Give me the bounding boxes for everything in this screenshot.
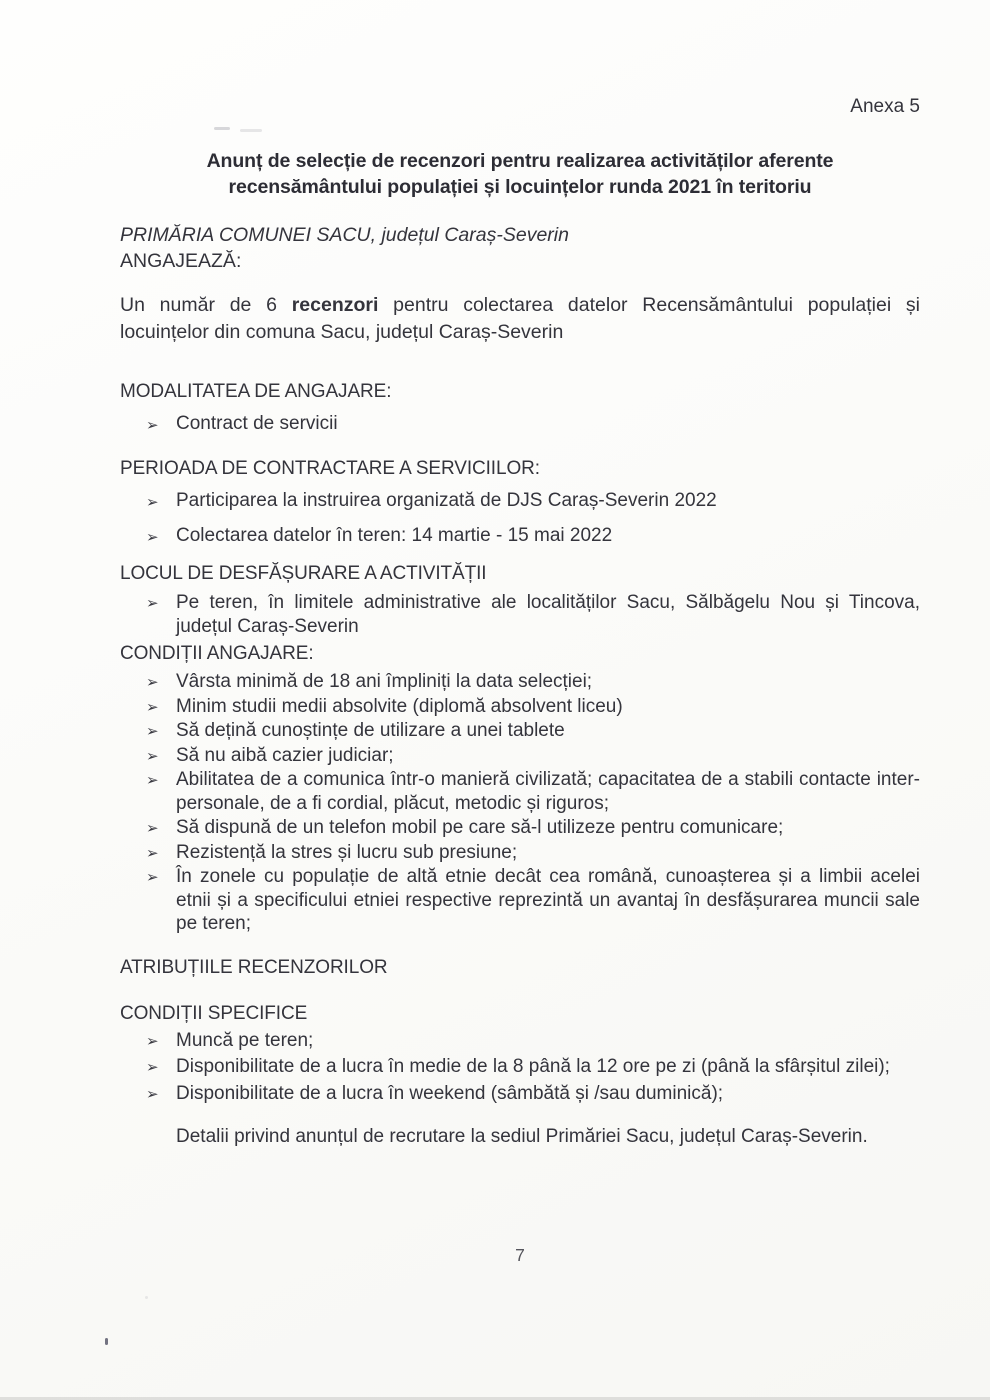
arrow-bullet-icon: ➢ [146,819,159,837]
bullet-text: Abilitatea de a comunica într-o manieră civilizată; capacitatea de a stabili contacte inter-personale, de a fi cordial, plăcut, metodic și riguros; [176,769,920,814]
document-content [120,0,920,1266]
section-atributiile [120,956,920,980]
bullet-text: Colectarea datelor în teren: 14 martie - 15 mai 2022 [176,525,613,546]
arrow-bullet-icon: ➢ [146,493,159,511]
intro-bold: recenzori [291,294,379,316]
arrow-bullet-icon: ➢ [146,843,159,862]
scan-speck [145,1296,148,1299]
bullet-item [120,524,920,548]
section-heading: LOCUL DE DESFĂȘURARE A ACTIVITĂȚII [120,563,487,584]
section-conditii-angajare [120,642,920,936]
bullet-item [120,1029,920,1053]
arrow-bullet-icon: ➢ [146,697,159,716]
annex-label: Anexa 5 [850,96,920,117]
bullet-item [120,744,920,768]
section-heading: ATRIBUȚIILE RECENZORILOR [120,956,388,978]
section-heading: CONDIȚII SPECIFICE [120,1002,308,1024]
arrow-bullet-icon: ➢ [146,673,159,691]
bullet-text: Să dețină cunoștințe de utilizare a unei tablete [176,720,565,741]
bullet-item [120,768,920,815]
bullet-text: Contract de servicii [176,413,338,434]
arrow-bullet-icon: ➢ [146,416,159,434]
bullet-item [120,695,920,719]
bullet-item [120,412,920,436]
bullet-item [120,1055,920,1079]
arrow-bullet-icon: ➢ [146,1058,159,1076]
bullet-text: Minim studii medii absolvite (diplomă absolvent liceu) [176,695,623,717]
employer-action: ANGAJEAZĂ: [120,250,242,272]
bullet-item [120,816,920,840]
arrow-bullet-icon: ➢ [146,1031,159,1050]
bullet-item [120,670,920,694]
intro-paragraph [120,292,920,346]
intro-pre: Un număr de 6 [120,294,292,316]
employer-block [120,222,920,274]
arrow-bullet-icon: ➢ [146,868,159,886]
title-line-2: recensământului populației și locuințelor runda 2021 în teritoriu [228,176,812,198]
bullet-text: Participarea la instruirea organizată de DJS Caraș-Severin 2022 [176,490,717,511]
closing-paragraph: Detalii privind anunțul de recrutare la sediul Primăriei Sacu, județul Caraș-Severin. [176,1126,868,1147]
intro-post: pentru colectarea datelor Recensământului populației și locuințelor din comuna Sacu, județul Caraș-Severin [120,294,921,343]
section-conditii-specifice [120,1002,920,1106]
title-line-1: Anunț de selecție de recenzori pentru realizarea activităților aferente [206,150,834,172]
bullet-text: Disponibilitate de a lucra în medie de la 8 până la 12 ore pe zi (până la sfârșitul zilei); [176,1056,890,1077]
arrow-bullet-icon: ➢ [146,1084,159,1103]
bullet-item [120,865,920,936]
bullet-item [120,1082,920,1106]
arrow-bullet-icon: ➢ [146,746,159,765]
bullet-item [120,591,920,638]
bullet-text: Să nu aibă cazier judiciar; [176,744,394,766]
bullet-text: Pe teren, în limitele administrative ale localităților Sacu, Sălbăgelu Nou și Tincova, județul Caraș-Severin [176,592,920,637]
bullet-text: În zonele cu populație de altă etnie decât cea română, cunoașterea și a limbii acelei etnii și a specificului etniei respective reprezintă un avantaj în desfășurarea muncii sale pe teren; [176,866,920,934]
section-heading: CONDIȚII ANGAJARE: [120,643,314,664]
bullet-text: Rezistență la stres și lucru sub presiune; [176,841,518,863]
section-heading: PERIOADA DE CONTRACTARE A SERVICIILOR: [120,458,540,479]
section-perioada [120,457,920,548]
section-modalitatea [120,380,920,436]
section-heading: MODALITATEA DE ANGAJARE: [120,381,392,402]
page-number: 7 [515,1245,525,1265]
section-locul [120,562,920,638]
employer-name: PRIMĂRIA COMUNEI SACU, județul Caraș-Severin [120,224,569,246]
arrow-bullet-icon: ➢ [146,771,159,789]
arrow-bullet-icon: ➢ [146,722,159,740]
bullet-text: Să dispună de un telefon mobil pe care să-l utilizeze pentru comunicare; [176,817,784,838]
document-title [120,148,920,200]
arrow-bullet-icon: ➢ [146,594,159,612]
bullet-text: Vârsta minimă de 18 ani împliniți la data selecției; [176,671,593,692]
arrow-bullet-icon: ➢ [146,528,159,546]
bullet-item [120,489,920,513]
bullet-text: Muncă pe teren; [176,1029,314,1051]
scan-speck [105,1338,108,1345]
bullet-text: Disponibilitate de a lucra în weekend (sâmbătă și /sau duminică); [176,1082,724,1104]
bullet-item [120,841,920,865]
bullet-item [120,719,920,743]
